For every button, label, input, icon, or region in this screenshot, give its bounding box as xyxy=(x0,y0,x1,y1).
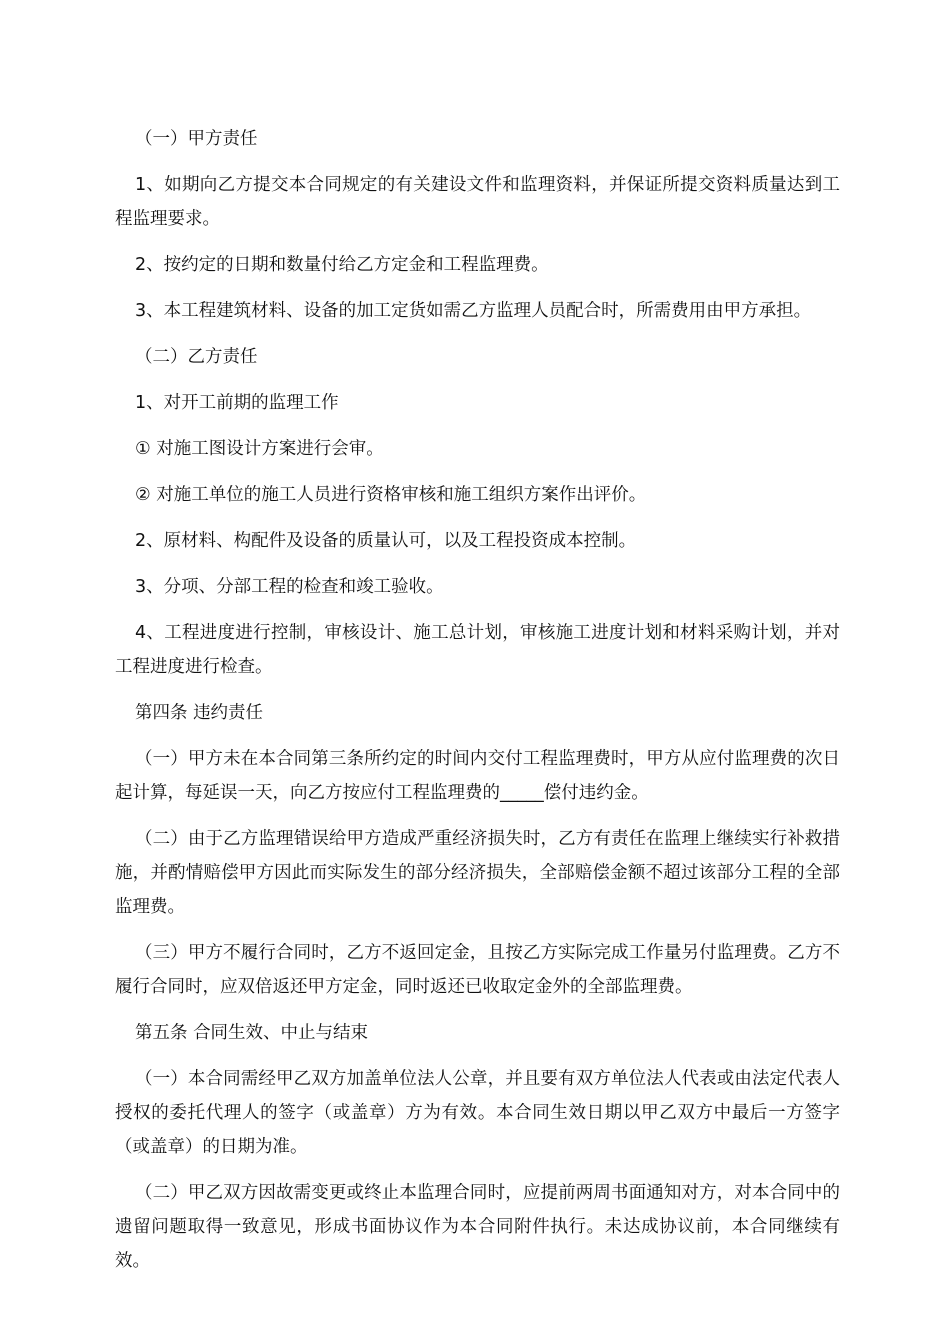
party-b-subclause-2: ② 对施工单位的施工人员进行资格审核和施工组织方案作出评价。 xyxy=(135,485,647,505)
article-5-clause-1: （一）本合同需经甲乙双方加盖单位法人公章，并且要有双方单位法人代表或由法定代表人授权的委托代理人的签字（或盖章）方为有效。本合同生效日期以甲乙双方中最后一方签字（或盖章）的日期为准。 xyxy=(115,1069,840,1157)
party-b-clause-1: 1、对开工前期的监理工作 xyxy=(135,393,339,413)
article-4-clause-3: （三）甲方不履行合同时，乙方不返回定金，且按乙方实际完成工作量另付监理费。乙方不履行合同时，应双倍返还甲方定金，同时返还已收取定金外的全部监理费。 xyxy=(115,943,840,997)
party-b-clause-2: 2、原材料、构配件及设备的质量认可，以及工程投资成本控制。 xyxy=(135,531,637,551)
party-b-clause-3: 3、分项、分部工程的检查和竣工验收。 xyxy=(135,577,444,597)
party-b-subclause-1: ① 对施工图设计方案进行会审。 xyxy=(135,439,384,459)
article-5-heading: 第五条 合同生效、中止与结束 xyxy=(135,1023,369,1043)
article-4-heading: 第四条 违约责任 xyxy=(135,703,264,723)
article-4-clause-2: （二）由于乙方监理错误给甲方造成严重经济损失时，乙方有责任在监理上继续实行补救措施，并酌情赔偿甲方因此而实际发生的部分经济损失，全部赔偿金额不超过该部分工程的全部监理费。 xyxy=(115,829,840,917)
document-body xyxy=(115,122,840,1290)
article-5-clause-2: （二）甲乙双方因故需变更或终止本监理合同时，应提前两周书面通知对方，对本合同中的遗留问题取得一致意见，形成书面协议作为本合同附件执行。未达成协议前，本合同继续有效。 xyxy=(115,1183,840,1271)
party-a-clause-2: 2、按约定的日期和数量付给乙方定金和工程监理费。 xyxy=(135,255,549,275)
article-4-clause-1: （一）甲方未在本合同第三条所约定的时间内交付工程监理费时，甲方从应付监理费的次日起计算，每延误一天，向乙方按应付工程监理费的_____偿付违约金。 xyxy=(115,749,840,803)
section-heading-party-a: （一）甲方责任 xyxy=(135,129,258,149)
party-b-clause-4: 4、工程进度进行控制，审核设计、施工总计划，审核施工进度计划和材料采购计划，并对工程进度进行检查。 xyxy=(115,623,840,677)
section-heading-party-b: （二）乙方责任 xyxy=(135,347,258,367)
party-a-clause-1: 1、如期向乙方提交本合同规定的有关建设文件和监理资料，并保证所提交资料质量达到工程监理要求。 xyxy=(115,175,840,229)
party-a-clause-3: 3、本工程建筑材料、设备的加工定货如需乙方监理人员配合时，所需费用由甲方承担。 xyxy=(135,301,812,321)
